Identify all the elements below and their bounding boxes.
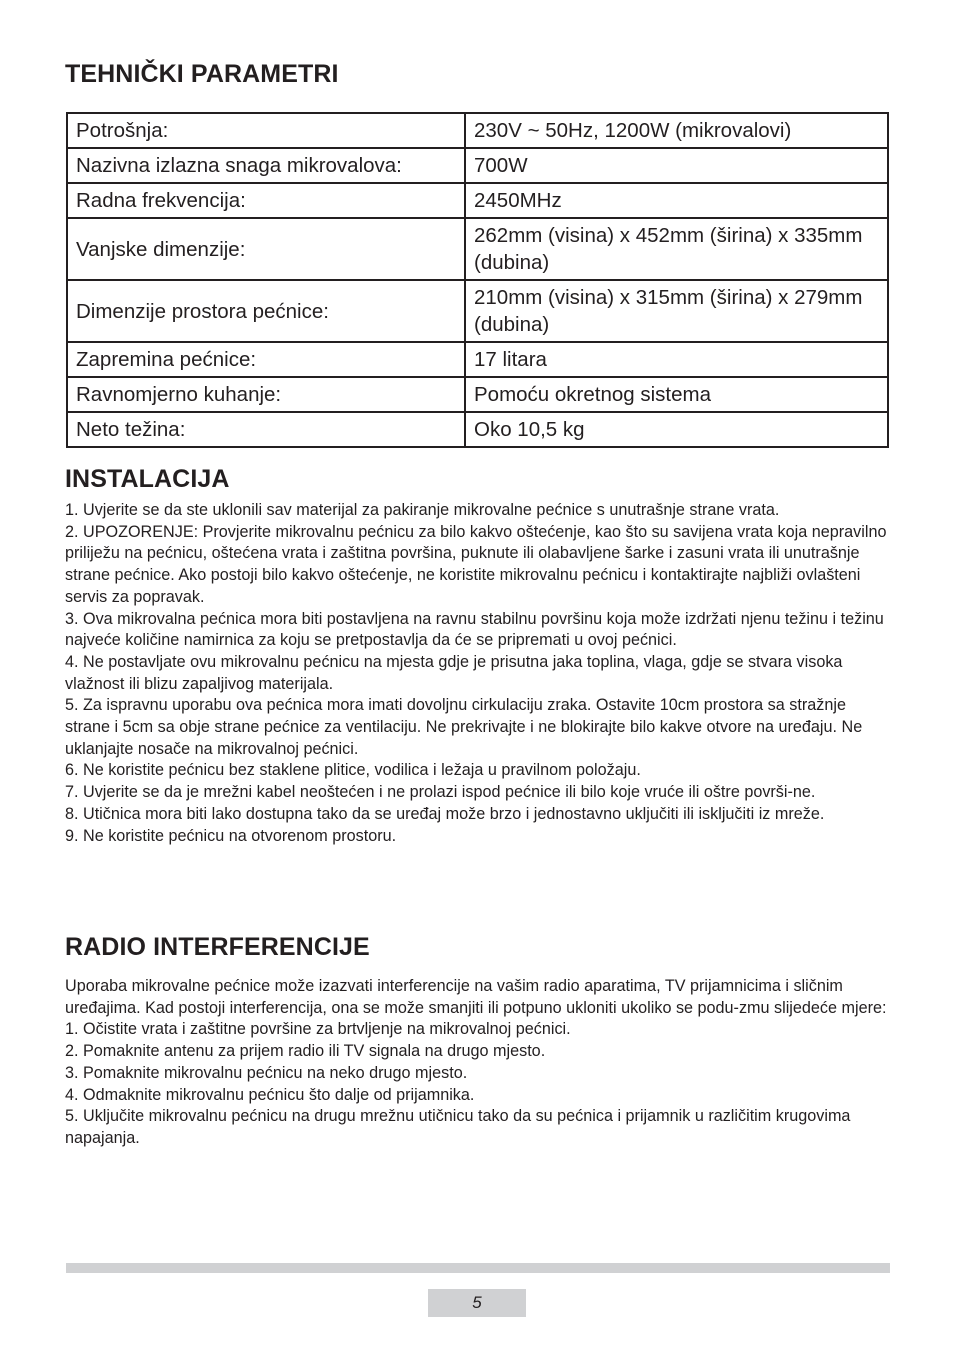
list-item: 2. UPOZORENJE: Provjerite mikrovalnu pećnicu za bilo kakvo oštećenje, kao što su savijena vrata koja nepravilno priliježu na pećnicu, oštećena vrata i zaštitna površina, puknute ili olabavljene šarke i zasuni vrata ili unutrašnje strane pećnice. Ako postoji bilo kakvo oštećenje, ne koristite mikrovalnu pećnicu i kontaktirajte najbliži ovlašteni servis za popravak. [65,522,887,606]
table-row [67,280,888,342]
table-row [67,218,888,280]
intro-paragraph: Uporaba mikrovalne pećnice može izazvati interferencije na vašim radio aparatima, TV prijamnicima i sličnim uređajima. Kad postoji interferencija, ona se može smanjiti ili potpuno ukloniti ukoliko se podu-zmu slijedeće mjere: [65,977,887,1017]
section-title-radio-interference: RADIO INTERFERENCIJE [65,933,370,961]
spec-value: 2450MHz [465,183,888,218]
list-item: 3. Ova mikrovalna pećnica mora biti postavljena na ravnu stabilnu površinu koja može izdržati njenu težinu i težinu najveće količine namirnica za koju se pretpostavlja da će se pripremati u ovoj pećnici. [65,609,884,650]
table-row [67,377,888,412]
list-item: 5. Za ispravnu uporabu ova pećnica mora imati dovoljnu cirkulaciju zraka. Ostavite 10cm prostora sa stražnje strane i 5cm sa obje strane pećnice za ventilaciju. Ne prekrivajte i ne blokirajte bilo kakve otvore na uređaju. Ne uklanjajte nosače na mikrovalnoj pećnici. [65,696,863,758]
table-row [67,183,888,218]
spec-value: 700W [465,148,888,183]
spec-label: Potrošnja: [67,113,465,148]
footer-divider [66,1263,890,1273]
list-item: 5. Uključite mikrovalnu pećnicu na drugu mrežnu utičnicu tako da su pećnica i prijamnik u različitim krugovima napajanja. [65,1107,851,1147]
table-row [67,113,888,148]
list-item: 4. Ne postavljate ovu mikrovalnu pećnicu na mjesta gdje je prisutna jaka toplina, vlaga, gdje se stvara visoka vlažnost ili blizu zapaljivog materijala. [65,652,843,693]
table-row [67,412,888,447]
spec-label: Vanjske dimenzije: [67,218,465,280]
page-number: 5 [428,1289,526,1317]
section-title-technical-parameters: TEHNIČKI PARAMETRI [65,60,339,88]
list-item: 6. Ne koristite pećnicu bez staklene plitice, vodilica i ležaja u pravilnom položaju. [65,761,641,780]
list-item: 4. Odmaknite mikrovalnu pećnicu što dalje od prijamnika. [65,1085,475,1104]
spec-value: Oko 10,5 kg [465,412,888,447]
spec-label: Dimenzije prostora pećnice: [67,280,465,342]
installation-list [65,500,895,847]
spec-value: 230V ~ 50Hz, 1200W (mikrovalovi) [465,113,888,148]
list-item: 9. Ne koristite pećnicu na otvorenom prostoru. [65,826,397,845]
list-item: 2. Pomaknite antenu za prijem radio ili TV signala na drugo mjesto. [65,1042,546,1061]
list-item: 7. Uvjerite se da je mrežni kabel neoštećen i ne prolazi ispod pećnice ili bilo koje vruće ili oštre površi-ne. [65,783,816,802]
spec-value: 262mm (visina) x 452mm (širina) x 335mm (dubina) [465,218,888,280]
spec-label: Ravnomjerno kuhanje: [67,377,465,412]
list-item: 8. Utičnica mora biti lako dostupna tako da se uređaj može brzo i jednostavno uključiti ili isključiti iz mreže. [65,804,825,823]
spec-table [66,112,889,448]
spec-label: Radna frekvencija: [67,183,465,218]
table-row [67,342,888,377]
radio-interference-text [65,976,895,1150]
list-item: 3. Pomaknite mikrovalnu pećnicu na neko drugo mjesto. [65,1063,468,1082]
spec-value: 17 litara [465,342,888,377]
spec-label: Nazivna izlazna snaga mikrovalova: [67,148,465,183]
spec-label: Zapremina pećnice: [67,342,465,377]
section-title-installation: INSTALACIJA [65,465,230,493]
table-row [67,148,888,183]
spec-value: 210mm (visina) x 315mm (širina) x 279mm (dubina) [465,280,888,342]
spec-value: Pomoću okretnog sistema [465,377,888,412]
spec-label: Neto težina: [67,412,465,447]
list-item: 1. Očistite vrata i zaštitne površine za brtvljenje na mikrovalnoj pećnici. [65,1020,571,1039]
list-item: 1. Uvjerite se da ste uklonili sav materijal za pakiranje mikrovalne pećnice s unutrašnje strane vrata. [65,501,780,519]
